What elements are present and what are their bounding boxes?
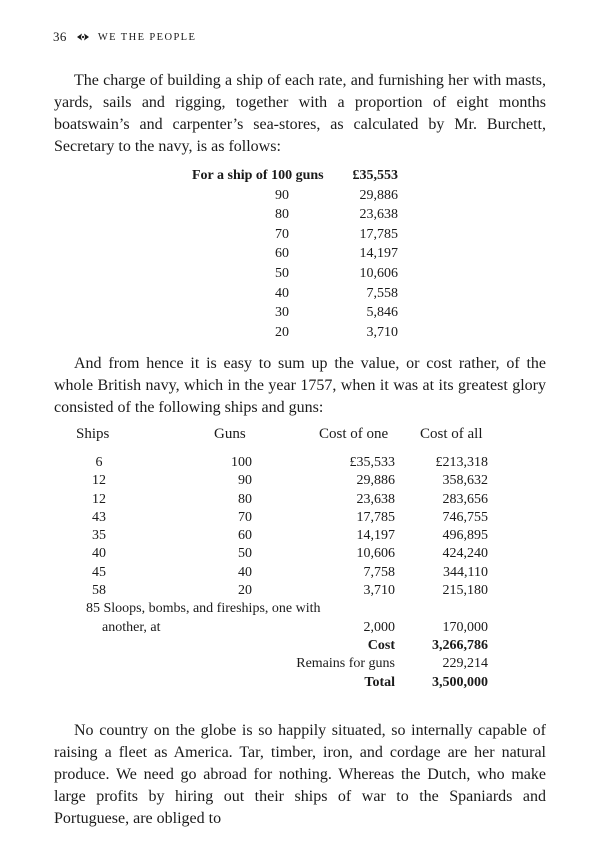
remains-value: 229,214 <box>442 656 488 672</box>
rate-row <box>192 284 412 304</box>
rate-guns: 40 <box>275 285 289 301</box>
rate-row <box>192 225 412 245</box>
total-value: 3,500,000 <box>432 674 488 690</box>
fleuron-ornament-icon <box>76 32 90 42</box>
cell-ships: 35 <box>92 528 106 544</box>
sloops-row-line-2 <box>76 619 496 637</box>
cell-cost-of-all: £213,318 <box>435 455 488 470</box>
header-cost-of-all: Cost of all <box>420 426 483 442</box>
cell-guns: 70 <box>238 509 252 525</box>
cell-cost-of-one: 14,197 <box>356 528 395 544</box>
fleet-cost-table <box>76 424 496 692</box>
rate-row <box>192 205 412 225</box>
cell-cost-of-all: 283,656 <box>442 491 488 507</box>
rate-guns: 80 <box>275 207 289 223</box>
cell-cost-of-one: 17,785 <box>356 509 395 525</box>
rate-guns: 60 <box>275 246 289 262</box>
table-row <box>76 527 496 545</box>
ship-rate-cost-table <box>192 166 412 342</box>
rate-guns: 30 <box>275 305 289 321</box>
sloops-description-cont: another, at <box>102 619 161 635</box>
remains-row <box>76 655 496 673</box>
cell-ships: 43 <box>92 509 106 525</box>
cell-cost-of-one: 29,886 <box>356 473 395 489</box>
table-row <box>76 545 496 563</box>
total-row <box>76 674 496 692</box>
cell-guns: 60 <box>238 528 252 544</box>
rate-row <box>192 303 412 323</box>
cell-ships: 6 <box>95 455 103 470</box>
table-row <box>76 454 496 472</box>
sloops-cost-of-one: 2,000 <box>363 619 395 635</box>
rate-guns: 90 <box>275 187 289 203</box>
rate-cost: 7,558 <box>366 285 398 301</box>
rate-first-label: For a ship of 100 guns <box>192 168 324 183</box>
rate-row <box>192 264 412 284</box>
page-number: 36 <box>53 29 67 44</box>
sloops-description: 85 Sloops, bombs, and fireships, one with <box>86 601 321 617</box>
running-title: WE THE PEOPLE <box>97 31 197 43</box>
fleet-table-header <box>76 424 496 454</box>
cell-guns: 80 <box>238 491 252 507</box>
paragraph-navy-value: And from hence it is easy to sum up the value, or cost rather, of the whole British navy, which in the year 1757, when it was at its greatest glory consisted of the following ships and guns: <box>54 355 546 416</box>
total-label: Total <box>364 674 395 690</box>
rate-guns: 20 <box>275 324 289 340</box>
rate-row <box>192 244 412 264</box>
rate-row <box>192 166 412 186</box>
table-row <box>76 582 496 600</box>
cost-value: 3,266,786 <box>432 637 488 653</box>
cost-row <box>76 637 496 655</box>
cell-cost-of-all: 424,240 <box>442 546 488 562</box>
rate-cost: 17,785 <box>359 226 398 242</box>
table-row <box>76 491 496 509</box>
table-row <box>76 472 496 490</box>
header-guns: Guns <box>214 426 246 442</box>
cell-guns: 90 <box>238 473 252 489</box>
table-row <box>76 564 496 582</box>
rate-row <box>192 186 412 206</box>
rate-row <box>192 323 412 343</box>
cell-cost-of-one: 10,606 <box>356 546 395 562</box>
cell-guns: 100 <box>231 455 252 470</box>
cell-cost-of-one: 3,710 <box>363 583 395 599</box>
rate-cost: 23,638 <box>359 207 398 223</box>
header-cost-of-one: Cost of one <box>319 426 389 442</box>
cell-ships: 58 <box>92 583 106 599</box>
cell-ships: 45 <box>92 564 106 580</box>
cell-cost-of-all: 358,632 <box>442 473 488 489</box>
remains-label: Remains for guns <box>296 656 395 672</box>
cell-cost-of-one: 7,758 <box>363 564 395 580</box>
paragraph-america-fleet: No country on the globe is so happily situated, so internally capable of raising a fleet as America. Tar, timber, iron, and cordage are her natural produce. We need go abroad for nothing. Whereas the Dutch, who make large profits by hiring out their ships of war to the Spaniards and Portuguese, are obliged to <box>54 722 546 827</box>
cell-ships: 12 <box>92 491 106 507</box>
cell-cost-of-one: £35,533 <box>349 455 395 470</box>
cell-cost-of-all: 215,180 <box>442 583 488 599</box>
table-row <box>76 509 496 527</box>
cell-guns: 20 <box>238 583 252 599</box>
rate-cost: 5,846 <box>366 305 398 321</box>
rate-cost: 14,197 <box>359 246 398 262</box>
rate-cost: 10,606 <box>359 265 398 281</box>
sloops-row-line-1 <box>76 600 496 618</box>
cell-ships: 40 <box>92 546 106 562</box>
running-head <box>53 28 196 46</box>
rate-guns: 70 <box>275 226 289 242</box>
rate-cost: 29,886 <box>359 187 398 203</box>
rate-cost: 3,710 <box>366 324 398 340</box>
cost-label: Cost <box>367 637 395 653</box>
cell-cost-of-all: 496,895 <box>442 528 488 544</box>
cell-ships: 12 <box>92 473 106 489</box>
cell-cost-of-all: 344,110 <box>443 564 488 580</box>
cell-guns: 50 <box>238 546 252 562</box>
rate-guns: 50 <box>275 265 289 281</box>
cell-cost-of-all: 746,755 <box>442 509 488 525</box>
cell-cost-of-one: 23,638 <box>356 491 395 507</box>
paragraph-building-charge: The charge of building a ship of each rate, and furnishing her with masts, yards, sails and rigging, together with a proportion of eight months boatswain’s and carpenter’s sea-stores, as calculated by Mr. Burchett, Secretary to the navy, is as follows: <box>54 72 546 155</box>
header-ships: Ships <box>76 426 110 442</box>
cell-guns: 40 <box>238 564 252 580</box>
sloops-cost-of-all: 170,000 <box>442 619 488 635</box>
rate-first-cost: £35,553 <box>352 168 398 183</box>
